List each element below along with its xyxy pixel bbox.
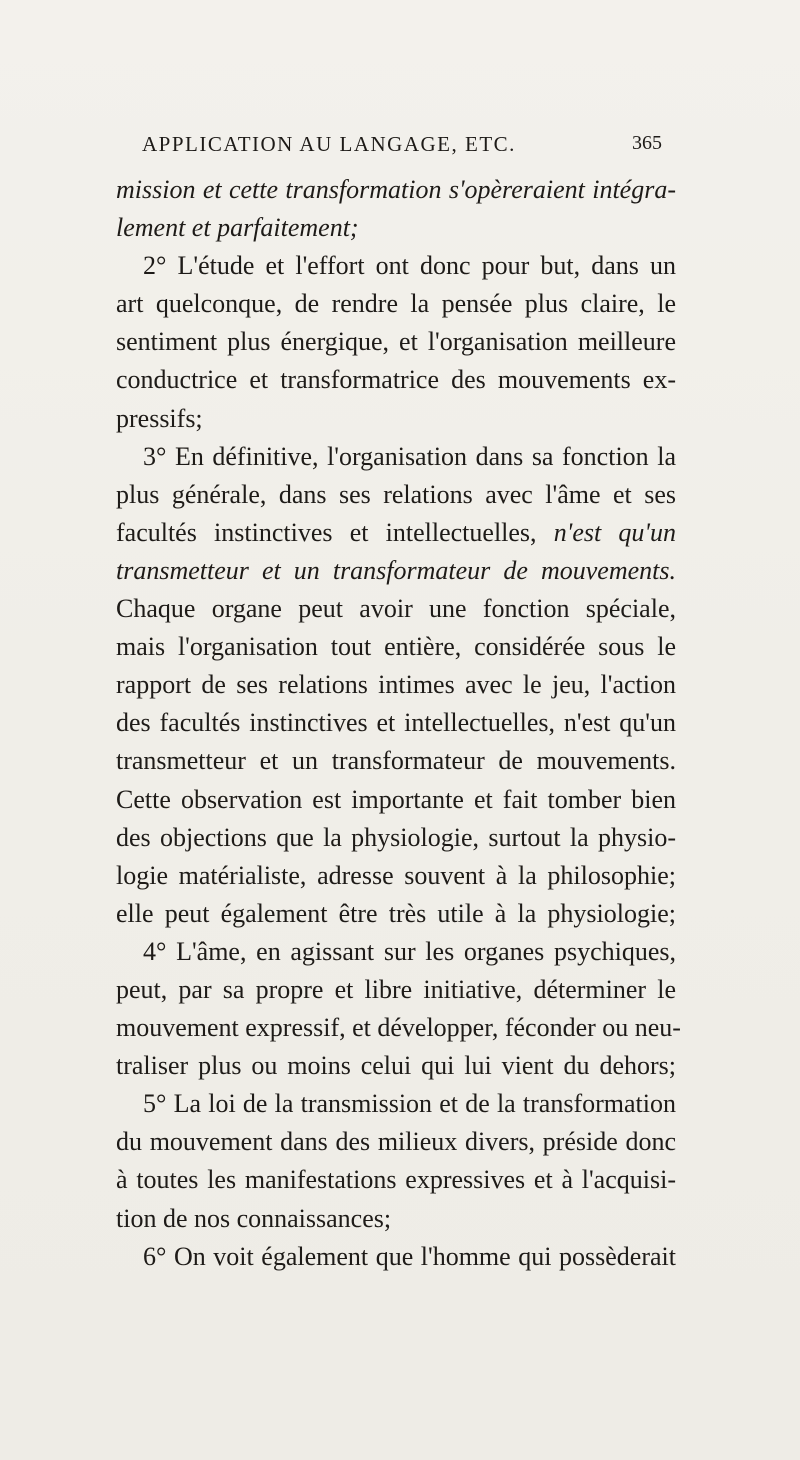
text-line: 5° La loi de la transmission et de la transformation	[143, 1089, 676, 1119]
text-line: Cette observation est importante et fait tomber bien	[116, 784, 676, 814]
page-header	[0, 128, 800, 168]
text-line: mais l'organisation tout entière, considérée sous le	[116, 632, 676, 662]
text-line: transmetteur et un transformateur de mouvements.	[116, 555, 676, 585]
text-line-mixed	[116, 514, 676, 552]
text-line: sentiment plus énergique, et l'organisation meilleure	[116, 327, 676, 357]
text-line: pressifs;	[116, 403, 203, 433]
text-line: à toutes les manifestations expressives et à l'acquisi-	[116, 1165, 676, 1195]
text-line: lement et parfaitement;	[116, 213, 359, 243]
text-line: des facultés instinctives et intellectuelles, n'est qu'un	[116, 708, 676, 738]
text-line: des objections que la physiologie, surtout la physio-	[116, 822, 676, 852]
page-number: 365	[632, 132, 662, 154]
text-line: logie matérialiste, adresse souvent à la philosophie;	[116, 860, 676, 890]
text-line: rapport de ses relations intimes avec le jeu, l'action	[116, 670, 676, 700]
text-line: traliser plus ou moins celui qui lui vient du dehors;	[116, 1051, 676, 1081]
text-line: conductrice et transformatrice des mouvements ex-	[116, 365, 676, 395]
text-line: art quelconque, de rendre la pensée plus claire, le	[116, 289, 676, 319]
text-line: peut, par sa propre et libre initiative, déterminer le	[116, 974, 676, 1004]
body-text	[116, 171, 681, 1276]
text-line: elle peut également être très utile à la physiologie;	[116, 898, 676, 928]
text-line: 3° En définitive, l'organisation dans sa fonction la	[143, 441, 676, 471]
text-line: Chaque organe peut avoir une fonction spéciale,	[116, 594, 676, 624]
text-line: mouvement expressif, et développer, féconder ou neu-	[116, 1013, 681, 1043]
text-line: mission et cette transformation s'opèreraient intégra-	[116, 175, 676, 204]
text-line: 6° On voit également que l'homme qui possèderait	[143, 1241, 676, 1271]
text-line: plus générale, dans ses relations avec l'âme et ses	[116, 479, 676, 509]
text-roman-part: facultés instinctives et intellectuelles,	[116, 517, 554, 547]
text-line: transmetteur et un transformateur de mouvements.	[116, 746, 676, 776]
text-italic-part: n'est qu'un	[553, 517, 676, 547]
text-line: tion de nos connaissances;	[116, 1203, 392, 1233]
text-line: 4° L'âme, en agissant sur les organes psychiques,	[143, 936, 676, 966]
running-head: APPLICATION AU LANGAGE, ETC.	[142, 132, 516, 156]
text-line: du mouvement dans des milieux divers, préside donc	[116, 1127, 676, 1157]
text-line: 2° L'étude et l'effort ont donc pour but, dans un	[143, 251, 676, 281]
